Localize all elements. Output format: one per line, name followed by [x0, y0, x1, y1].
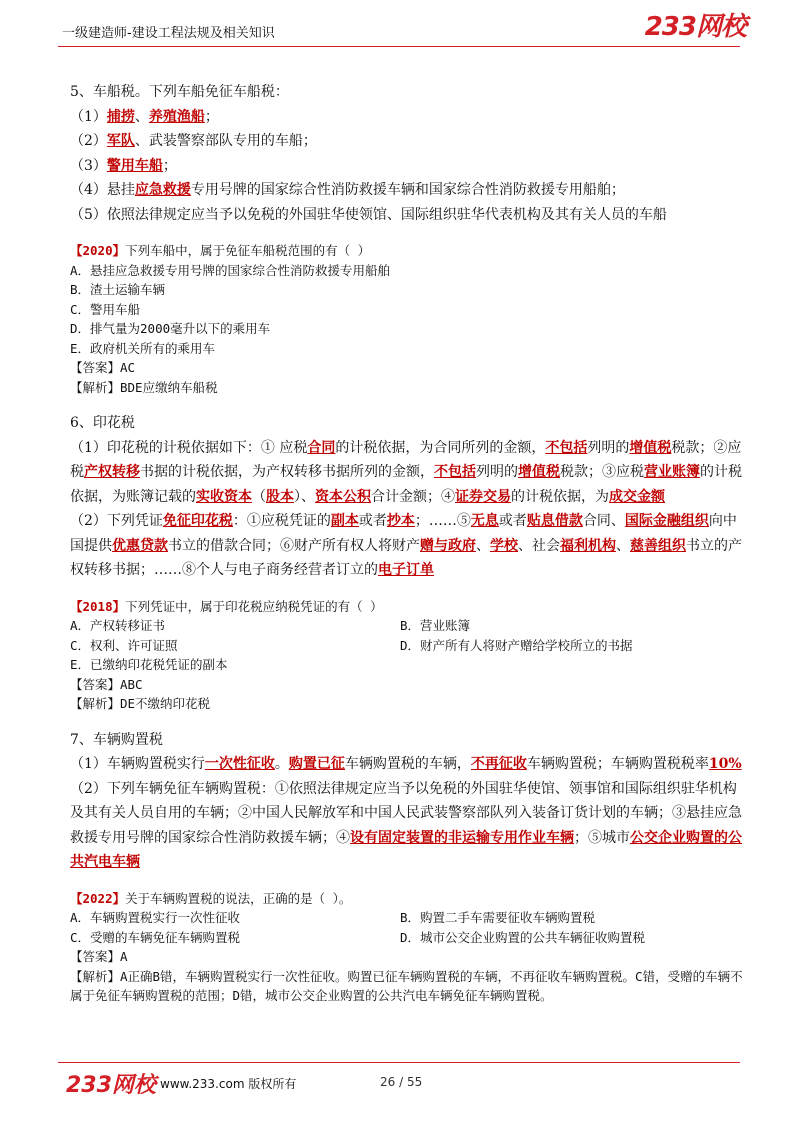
option: C．警用车船 [70, 301, 141, 317]
paragraph [70, 436, 750, 510]
text: 专用号牌的国家综合性消防救援车辆和国家综合性消防救援专用船舶； [190, 182, 625, 198]
key-term: 不包括 [434, 464, 476, 480]
text: 合同、 [582, 513, 625, 529]
text: 、 [134, 108, 149, 125]
key-term: 成交金额 [609, 488, 665, 505]
key-term: 福利机构 [560, 537, 616, 554]
key-term: 股本 [266, 488, 294, 505]
text: 的计税依据，为账簿记载的 [70, 464, 742, 505]
answer: 【答案】ABC [70, 676, 143, 692]
text: （2）下列凭证 [70, 513, 163, 529]
question-2022 [70, 889, 750, 1006]
key-term: 国际金融组织 [624, 513, 709, 529]
stem-text: 下列凭证中，属于印花税应纳税凭证的有（ ） [125, 598, 383, 614]
footer-brand-logo: 233网校 [66, 1073, 156, 1098]
footer-copyright: www.233.com 版权所有 [160, 1077, 297, 1091]
text: ；⑤城市 [574, 829, 630, 846]
year-tag: 【2018】 [70, 598, 126, 614]
key-term: 公交企业购置的公共汽电车辆 [70, 829, 742, 870]
list-item [70, 178, 750, 203]
text: 或者 [358, 513, 387, 529]
text: 、社会 [518, 537, 560, 554]
question-stem [70, 597, 750, 617]
key-term: 资本公积 [315, 488, 371, 505]
text: 的计税依据，为 [511, 488, 609, 505]
key-term: 一次性征收 [204, 756, 275, 772]
key-term: 购置已征 [288, 756, 345, 772]
key-term: 赠与政府 [420, 537, 476, 554]
header-title: 一级建造师-建设工程法规及相关知识 [62, 26, 275, 41]
text: 、 [616, 537, 630, 554]
key-term: 贴息借款 [526, 513, 583, 529]
key-term: 副本 [330, 513, 359, 529]
page-header [0, 0, 800, 56]
brand-logo: 233网校 [644, 12, 746, 42]
list-item [70, 105, 750, 130]
option: A．产权转移证书 [70, 618, 166, 633]
text: 向中国提供 [70, 513, 737, 554]
text: （1）印花税的计税依据如下：① 应税 [70, 439, 308, 456]
key-term: 优惠贷款 [112, 537, 168, 554]
text: 税款；③应税 [560, 464, 644, 480]
text: ； [204, 108, 219, 125]
text: 车辆购置税；车辆购置税税率 [526, 756, 709, 772]
key-term: 设有固定装置的非运输专用作业车辆 [350, 829, 574, 846]
key-term: 养殖渔船 [148, 108, 205, 125]
key-term: 营业账簿 [644, 464, 700, 480]
paragraph [70, 777, 750, 875]
key-term: 免征印花税 [162, 513, 233, 529]
key-term: 电子订单 [378, 562, 434, 578]
option: E．已缴纳印花税凭证的副本 [70, 657, 228, 672]
section-heading: 7、车辆购置税 [70, 731, 163, 748]
section-vehicle-purchase-tax [70, 728, 750, 875]
text: 列明的 [587, 439, 630, 456]
footer-divider [58, 1062, 740, 1063]
key-term: 实收资本 [196, 488, 252, 505]
text: 车辆购置税的车辆， [344, 756, 471, 772]
text: 、武装警察部队专用的车船； [134, 133, 317, 149]
stem-text: 关于车辆购置税的说法，正确的是（ ）。 [125, 890, 352, 906]
text: 或者 [498, 513, 527, 529]
text: 书立的借款合同；⑥财产所有权人将财产 [168, 537, 420, 554]
key-term: 证券交易 [455, 488, 511, 505]
list-item: （5）依照法律规定应当予以免税的外国驻华使领馆、国际组织驻华代表机构及其有关人员的车船 [70, 206, 667, 223]
key-term: 合同 [307, 439, 336, 456]
text: ；……⑤ [414, 513, 471, 529]
text: 、 [476, 537, 490, 554]
key-term: 抄本 [386, 513, 415, 529]
option: B．渣土运输车辆 [70, 282, 166, 297]
text: （ [252, 488, 266, 505]
year-tag: 【2020】 [70, 243, 126, 258]
key-term: 应急救援 [134, 182, 191, 198]
section-stamp-duty [70, 411, 750, 583]
text: ）、 [294, 488, 315, 505]
question-stem [70, 889, 750, 909]
key-term: 无息 [470, 513, 499, 529]
text: （1） [70, 108, 107, 125]
answer: 【答案】A [70, 949, 128, 964]
text: ：①应税凭证的 [232, 513, 331, 529]
section-heading: 6、印花税 [70, 415, 135, 431]
question-stem [70, 241, 750, 261]
stem-text: 下列车船中，属于免征车船税范围的有（ ） [125, 243, 371, 258]
key-term: 增值税 [629, 439, 672, 456]
text: 。 [274, 756, 289, 772]
section-heading: 5、车船税。下列车船免征车船税： [70, 84, 289, 100]
key-term: 学校 [490, 537, 518, 554]
key-term: 捕捞 [106, 108, 135, 125]
option: B．营业账簿 [400, 618, 471, 633]
key-term: 不包括 [545, 439, 588, 456]
option: D．财产所有人将财产赠给学校所立的书据 [400, 637, 633, 653]
option: C．受赠的车辆免征车辆购置税 [70, 929, 241, 945]
option: A．车辆购置税实行一次性征收 [70, 910, 241, 925]
document-body [70, 80, 750, 1006]
paragraph [70, 509, 750, 583]
paragraph [70, 752, 750, 777]
key-term: 10% [708, 756, 742, 772]
key-term: 产权转移 [84, 464, 140, 480]
list-item [70, 154, 750, 179]
text: 的计税依据，为合同所列的金额， [335, 439, 546, 456]
key-term: 警用车船 [106, 157, 163, 174]
page-number: 26 / 55 [380, 1075, 423, 1089]
option: B．购置二手车需要征收车辆购置税 [400, 910, 596, 925]
option: D．城市公交企业购置的公共车辆征收购置税 [400, 929, 646, 945]
text: （2）下列车辆免征车辆购置税：①依照法律规定应当予以免税的外国驻华使馆、领事馆和国际组织驻华机构及其有关人员自用的车辆；②中国人民解放军和中国人民武装警察部队列入装备订货计划的车辆；③悬挂应急救援专用号牌的国家综合性消防救援车辆；④ [70, 780, 742, 846]
key-term: 不再征收 [470, 756, 527, 772]
text: （3） [70, 157, 107, 174]
option: A．悬挂应急救援专用号牌的国家综合性消防救援专用船舶 [70, 262, 391, 278]
option: C．权利、许可证照 [70, 637, 178, 653]
analysis: 【解析】DE不缴纳印花税 [70, 696, 211, 711]
question-2018 [70, 597, 750, 714]
text: （2） [70, 133, 107, 149]
option: E．政府机关所有的乘用车 [70, 340, 216, 356]
answer: 【答案】AC [70, 360, 136, 375]
text: 列明的 [476, 464, 518, 480]
question-2020 [70, 241, 750, 397]
section-vehicle-vessel-tax [70, 80, 750, 227]
header-divider [58, 46, 740, 47]
key-term: 军队 [106, 133, 135, 149]
text: （4）悬挂 [70, 182, 135, 198]
analysis: 【解析】BDE应缴纳车船税 [70, 379, 218, 395]
text: 合计金额；④ [371, 488, 455, 505]
text: （1）车辆购置税实行 [70, 756, 205, 772]
year-tag: 【2022】 [70, 890, 126, 906]
key-term: 慈善组织 [630, 537, 686, 554]
text: 书据的计税依据，为产权转移书据所列的金额， [140, 464, 434, 480]
key-term: 增值税 [518, 464, 560, 480]
text: ； [162, 157, 177, 174]
list-item [70, 129, 750, 154]
page-footer [0, 1060, 800, 1110]
text: 税款；②应税 [70, 439, 742, 480]
text: 书立的产权转移书据；……⑧个人与电子商务经营者订立的 [70, 537, 742, 578]
analysis: 【解析】A正确B错，车辆购置税实行一次性征收。购置已征车辆购置税的车辆，不再征收车辆购置税。C错，受赠的车辆不属于免征车辆购置税的范围；D错，城市公交企业购置的公共汽电车辆免征车辆购置税。 [70, 968, 743, 1003]
option: D．排气量为2000毫升以下的乘用车 [70, 321, 271, 336]
